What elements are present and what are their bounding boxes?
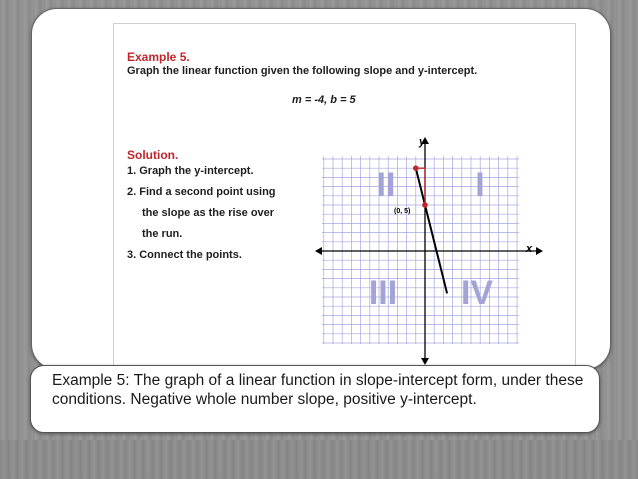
x-axis-label: x [526, 243, 533, 255]
quadrant-label-iii: III [368, 274, 398, 312]
slide-image [113, 23, 576, 368]
step-2-cont-1: the slope as the rise over [142, 207, 275, 219]
coordinate-graph [314, 136, 544, 366]
background-bar [0, 440, 638, 479]
intercept-point-label: (0, 5) [394, 208, 411, 215]
x-axis-arrow-right [536, 247, 543, 255]
solution-steps [127, 161, 327, 266]
y-intercept-point [422, 202, 428, 208]
example-title: Example 5. [127, 50, 190, 64]
quadrant-labels [369, 166, 494, 312]
slide-frame [31, 8, 611, 370]
graph-line [416, 168, 447, 293]
second-point [413, 165, 419, 171]
y-axis-label: y [419, 136, 426, 148]
axes [315, 137, 543, 365]
step-2-cont-2: the run. [142, 228, 183, 240]
x-axis-arrow-left [315, 247, 322, 255]
solution-title: Solution. [127, 148, 179, 162]
given-values: m = -4, b = 5 [292, 94, 356, 106]
y-axis-arrow-down [421, 358, 429, 365]
step-3: 3. Connect the points. [127, 249, 242, 261]
quadrant-label-i: I [475, 166, 485, 204]
step-2: 2. Find a second point using [127, 186, 276, 198]
quadrant-label-ii: II [376, 166, 396, 204]
slide-caption: Example 5: The graph of a linear function in slope-intercept form, under these conditions. Negative whole number slope, positive y-intercept. [30, 365, 600, 433]
step-1: 1. Graph the y-intercept. [127, 165, 254, 177]
example-text: Graph the linear function given the following slope and y-intercept. [127, 65, 478, 77]
quadrant-label-iv: IV [460, 274, 494, 312]
graph-marks [413, 165, 447, 293]
